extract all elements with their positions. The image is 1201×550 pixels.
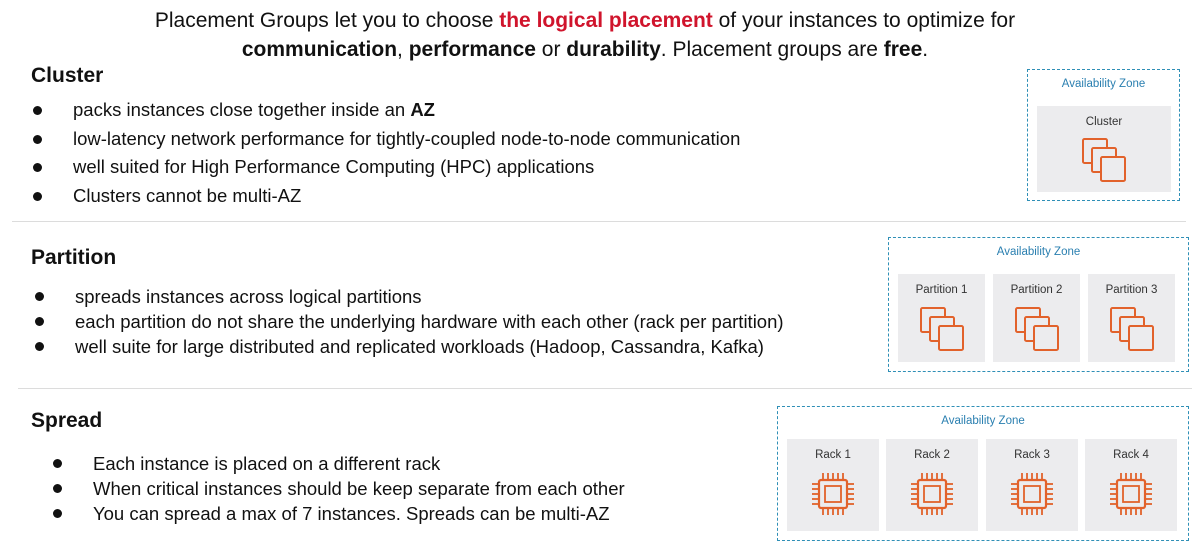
partition-slot [993, 274, 1080, 362]
intro-communication: communication [241, 38, 398, 61]
cluster-slot [1037, 106, 1171, 192]
rack-slot [1085, 439, 1177, 531]
chip-icon [907, 469, 957, 519]
cluster-bullet: Clusters cannot be multi-AZ [31, 182, 740, 211]
chip-icon [1007, 469, 1057, 519]
spread-bullets [33, 451, 625, 526]
cluster-bullet-bold: AZ [410, 99, 435, 120]
intro-durability: durability [566, 38, 661, 61]
cluster-title: Cluster [31, 64, 104, 87]
stacked-instances-icon [919, 306, 967, 354]
partition-slot [1088, 274, 1175, 362]
cluster-bullet: well suited for High Performance Computing (HPC) applications [31, 153, 740, 182]
intro-text-a: Placement Groups let you to choose [154, 9, 500, 32]
spread-bullet: When critical instances should be keep separate from each other [33, 476, 625, 501]
intro-end: . [922, 38, 929, 61]
intro-highlight: the logical placement [499, 9, 713, 32]
spread-bullet: Each instance is placed on a different rack [33, 451, 625, 476]
divider [18, 388, 1192, 389]
intro-line-1 [0, 6, 1170, 35]
slot-label: Partition 2 [1010, 284, 1063, 296]
slot-label: Cluster [1085, 116, 1123, 128]
partition-bullet: spreads instances across logical partitions [31, 284, 784, 309]
cluster-bullets [31, 96, 740, 210]
intro-free: free [883, 38, 923, 61]
divider [12, 221, 1186, 222]
chip-icon [1106, 469, 1156, 519]
rack-slot [986, 439, 1078, 531]
slot-label: Rack 1 [815, 449, 851, 461]
slot-label: Rack 2 [914, 449, 950, 461]
partition-availability-zone [888, 237, 1189, 372]
stacked-instances-icon [1109, 306, 1157, 354]
intro-performance: performance [408, 38, 536, 61]
spread-title: Spread [31, 409, 103, 432]
rack-slot [787, 439, 879, 531]
cluster-bullet: low-latency network performance for tightly-coupled node-to-node communication [31, 125, 740, 154]
spread-bullet: You can spread a max of 7 instances. Spreads can be multi-AZ [33, 501, 625, 526]
partition-bullets [31, 284, 784, 359]
zone-label: Availability Zone [1061, 78, 1146, 90]
spread-availability-zone [777, 406, 1189, 541]
slot-label: Partition 1 [915, 284, 968, 296]
intro-text [0, 6, 1170, 64]
stacked-instances-icon [1014, 306, 1062, 354]
slot-label: Rack 4 [1113, 449, 1149, 461]
rack-slot [886, 439, 978, 531]
intro-sep: , [397, 38, 409, 61]
intro-or: or [535, 38, 567, 61]
chip-icon [808, 469, 858, 519]
partition-title: Partition [31, 246, 117, 269]
partition-bullet: each partition do not share the underlying hardware with each other (rack per partition) [31, 309, 784, 334]
slot-label: Rack 3 [1014, 449, 1050, 461]
stacked-instances-icon [1081, 137, 1129, 185]
slot-label: Partition 3 [1105, 284, 1158, 296]
zone-label: Availability Zone [996, 246, 1081, 258]
partition-bullet: well suite for large distributed and replicated workloads (Hadoop, Cassandra, Kafka) [31, 334, 784, 359]
cluster-bullet-text: packs instances close together inside an [73, 99, 411, 120]
intro-text-b: of your instances to optimize for [712, 9, 1016, 32]
cluster-availability-zone [1027, 69, 1180, 201]
intro-mid: . Placement groups are [660, 38, 884, 61]
intro-line-2 [0, 35, 1170, 64]
zone-label: Availability Zone [941, 415, 1025, 427]
cluster-bullet [31, 96, 740, 125]
partition-slot [898, 274, 985, 362]
